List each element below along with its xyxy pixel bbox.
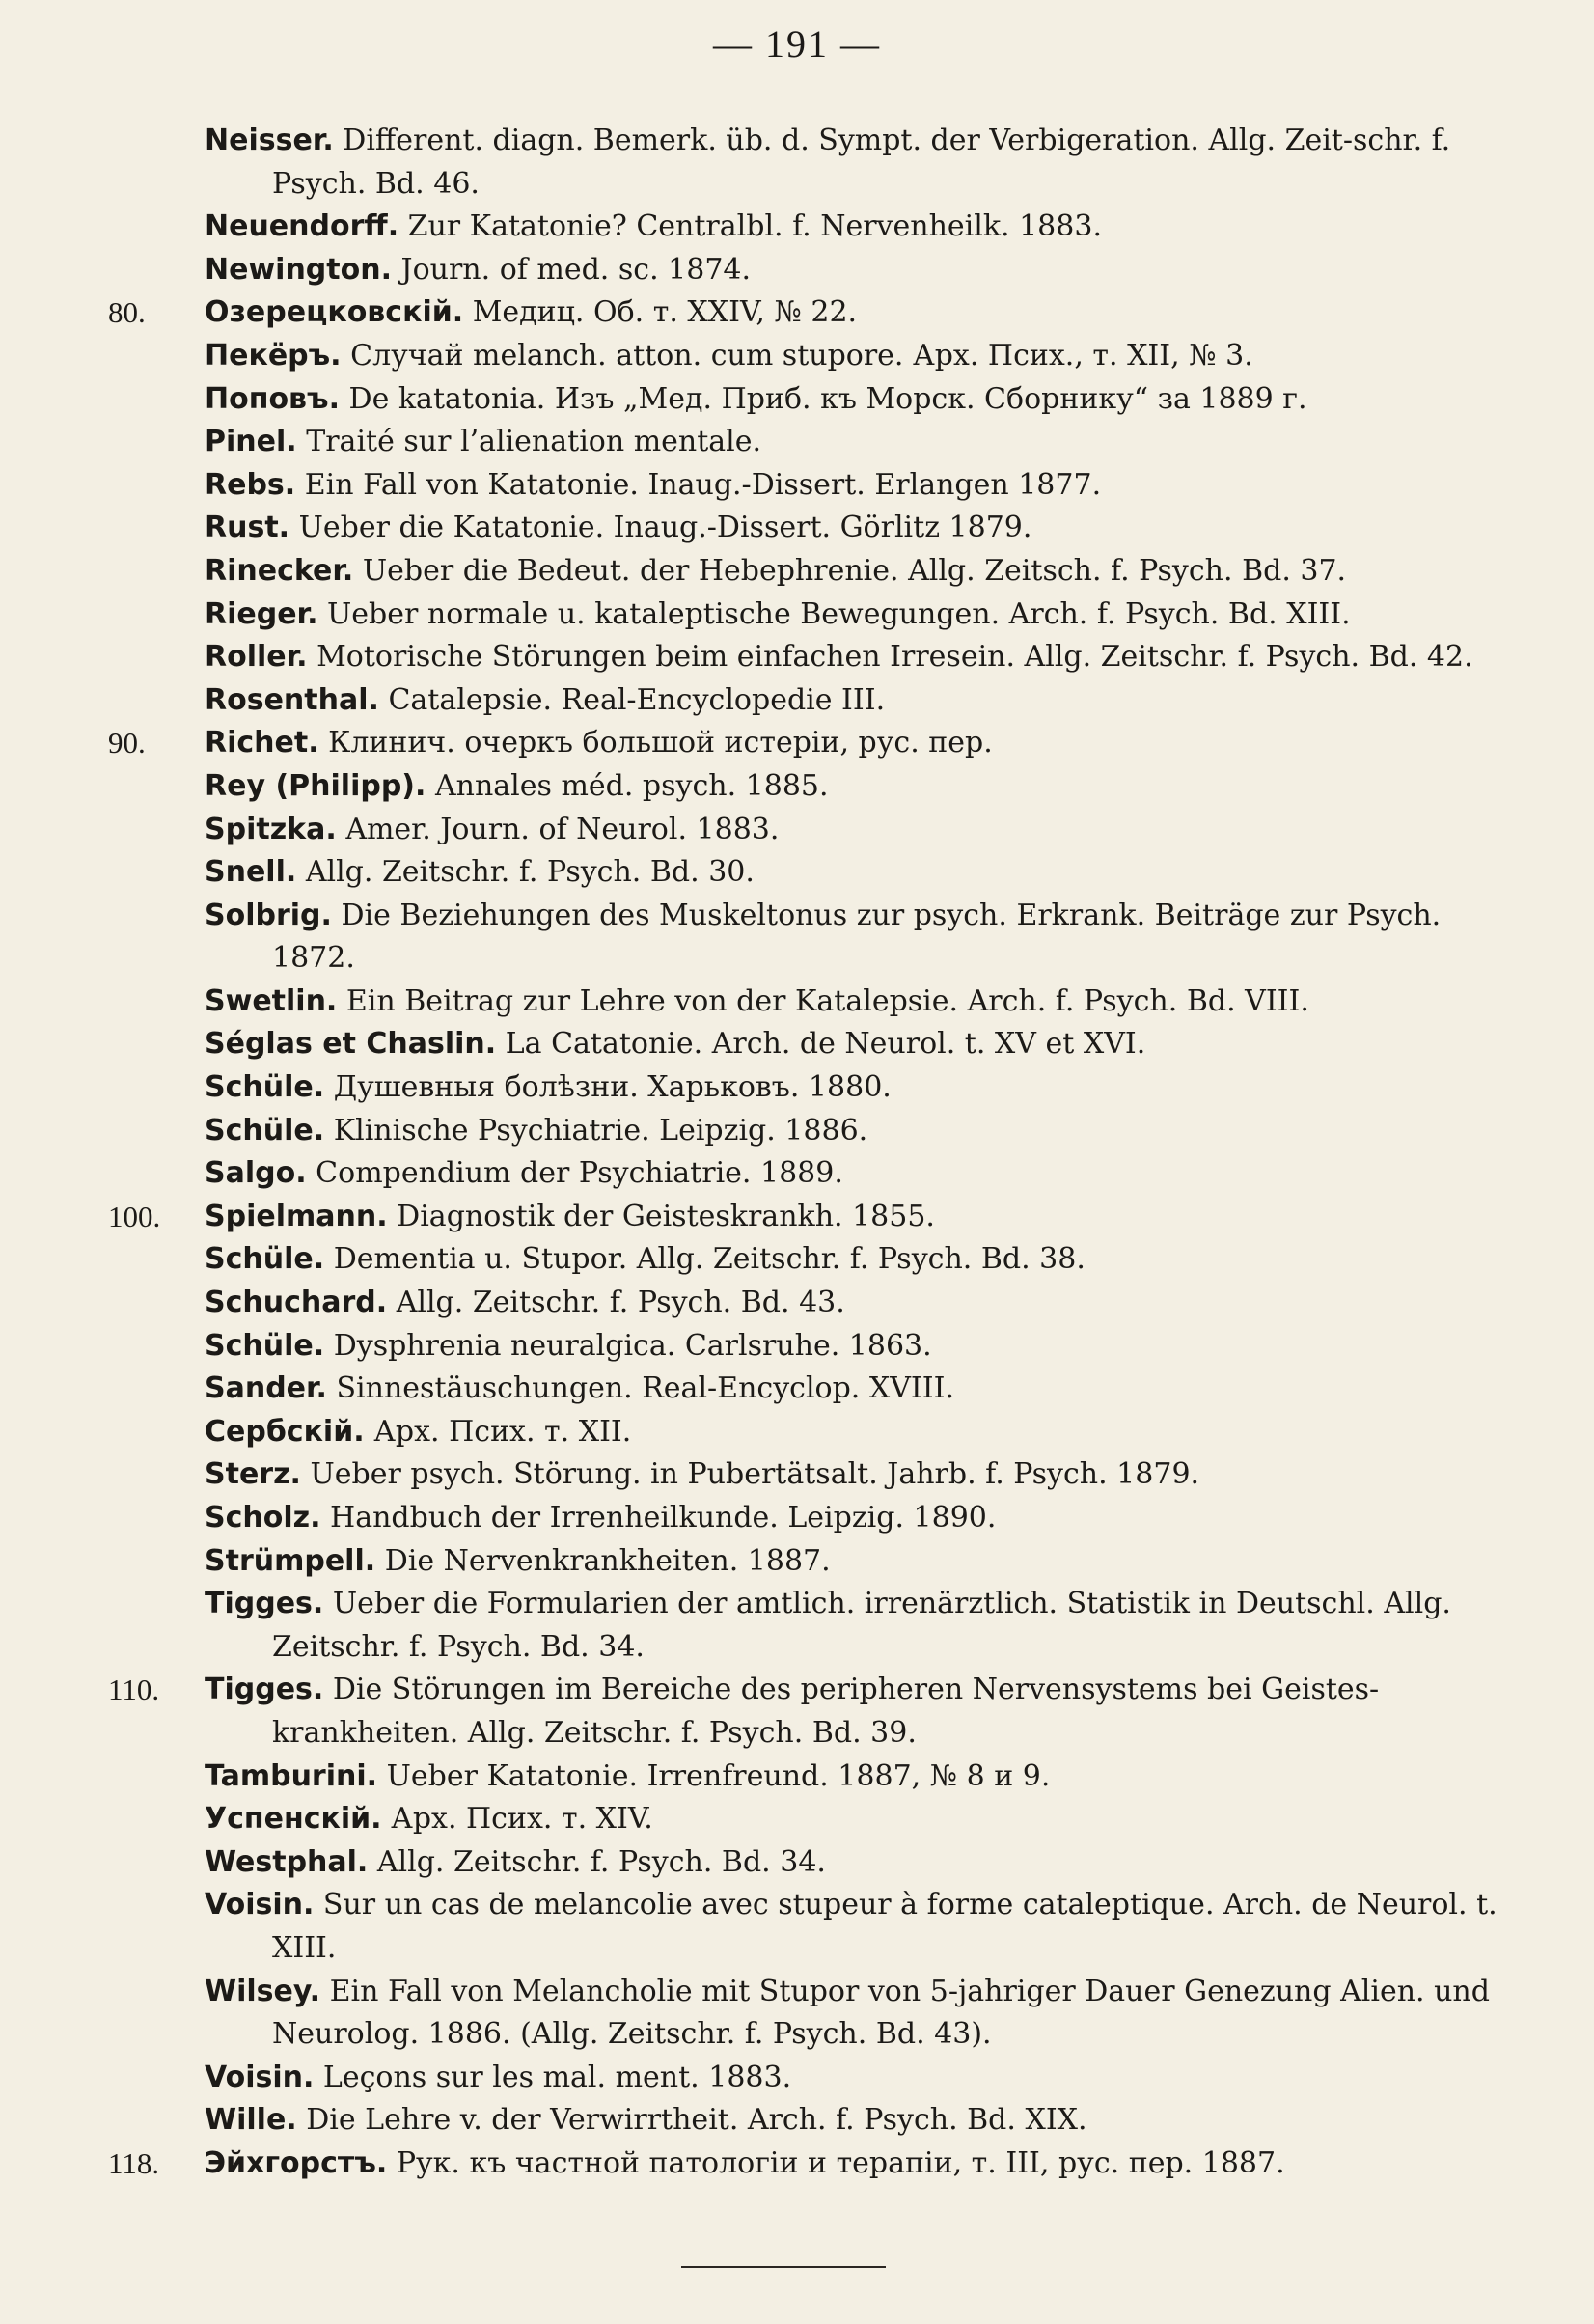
bibliography-entry <box>0 1497 1525 1540</box>
bibliography-entry <box>0 1756 1525 1799</box>
bibliography-entry <box>0 1152 1525 1196</box>
entry-author: Strümpell. <box>205 1543 376 1578</box>
bibliography-entry <box>0 765 1525 809</box>
entry-reference: Die Nervenkrankheiten. 1887. <box>384 1543 831 1578</box>
entry-reference: Allg. Zeitschr. f. Psych. Bd. 30. <box>305 855 755 890</box>
bibliography-entry <box>0 1196 1525 1239</box>
entry-reference: Journ. of med. sc. 1874. <box>400 252 752 287</box>
bibliography-entry <box>0 291 1525 335</box>
entry-reference: Арх. Псих. т. XIV. <box>391 1802 653 1837</box>
bibliography-entry <box>0 2099 1525 2143</box>
entry-reference: Catalepsie. Real-Encyclopedie III. <box>388 682 886 717</box>
bibliography-entry <box>0 1798 1525 1841</box>
bibliography-entry <box>0 1023 1525 1066</box>
entry-author: Newington. <box>205 252 392 287</box>
entry-reference: Motorische Störungen beim einfachen Irresein. Allg. Zeitschr. f. Psych. Bd. 42. <box>316 640 1473 675</box>
entry-reference: Amer. Journ. of Neurol. 1883. <box>345 812 780 846</box>
entry-reference: Allg. Zeitschr. f. Psych. Bd. 34. <box>376 1844 826 1879</box>
bibliography-entry <box>0 981 1525 1024</box>
entry-reference: Allg. Zeitschr. f. Psych. Bd. 43. <box>396 1286 845 1320</box>
entry-author: Spielmann. <box>205 1199 388 1233</box>
entry-author: Spitzka. <box>205 812 337 846</box>
entry-reference: Klinische Psychiatrie. Leipzig. 1886. <box>333 1113 868 1148</box>
bibliography-entry <box>0 2057 1525 2100</box>
bibliography-entry <box>0 335 1525 378</box>
entry-reference: Sinnestäuschungen. Real-Encyclop. XVIII. <box>336 1371 954 1406</box>
entry-reference: Арх. Псих. т. XII. <box>373 1414 632 1449</box>
bibliography-entry <box>0 1669 1525 1755</box>
entry-reference: Compendium der Psychiatrie. 1889. <box>316 1156 843 1191</box>
bibliography-entry <box>0 679 1525 723</box>
entry-reference: Ueber die Formularien der amtlich. irrenärztlich. Statistik in Deutschl. Allg. Zeitschr. f. Psych. Bd. 34. <box>272 1587 1451 1664</box>
entry-author: Schüle. <box>205 1113 325 1148</box>
entry-reference: Die Störungen im Bereiche des peripheren Nervensystems bei Geistes-krankheiten. Allg. Zeitschr. f. Psych. Bd. 39. <box>272 1673 1380 1750</box>
entry-reference: Sur un cas de melancolie avec stupeur à forme cataleptique. Arch. de Neurol. t. XIII. <box>272 1888 1498 1965</box>
entry-reference: Annales méd. psych. 1885. <box>434 768 829 803</box>
entry-author: Séglas et Chaslin. <box>205 1027 497 1062</box>
entry-number: 90. <box>108 726 146 761</box>
entry-author: Salgo. <box>205 1156 307 1191</box>
bibliography-entry <box>0 120 1525 206</box>
entry-number: 118. <box>108 2145 160 2180</box>
entry-number: 80. <box>108 295 146 330</box>
entry-author: Rebs. <box>205 467 296 502</box>
entry-author: Westphal. <box>205 1844 369 1879</box>
entry-reference: Случай melanch. atton. cum stupore. Арх. Псих., т. XII, № 3. <box>350 338 1253 373</box>
entry-author: Sander. <box>205 1371 327 1406</box>
entry-reference: Die Beziehungen des Muskeltonus zur psych. Erkrank. Beiträge zur Psych. 1872. <box>272 898 1442 976</box>
bibliography-entry <box>0 636 1525 679</box>
bibliography-entry <box>0 249 1525 292</box>
entry-author: Rosenthal. <box>205 682 379 717</box>
entry-author: Поповъ. <box>205 381 340 416</box>
entry-reference: Diagnostik der Geisteskrankh. 1855. <box>397 1199 935 1233</box>
entry-author: Schüle. <box>205 1242 325 1277</box>
entry-reference: Ein Fall von Melancholie mit Stupor von 5-jahriger Dauer Genezung Alien. und Neurolog. 1886. (Allg. Zeitschr. f. Psych. Bd. 43). <box>272 1974 1490 2052</box>
bibliography-entry <box>0 1110 1525 1153</box>
entry-reference: Рук. къ частной патологіи и терапіи, т. III, рус. пер. 1887. <box>396 2145 1285 2180</box>
bibliography-entry <box>0 1453 1525 1497</box>
entry-author: Neuendorff. <box>205 209 399 244</box>
entry-reference: Dysphrenia neuralgica. Carlsruhe. 1863. <box>333 1328 932 1363</box>
bibliography-entry <box>0 895 1525 981</box>
page-number: — 191 — <box>713 22 881 66</box>
bibliography-entry <box>0 2143 1525 2186</box>
bibliography-entry <box>0 206 1525 249</box>
bibliography-entry <box>0 550 1525 594</box>
entry-reference: De katatonia. Изъ „Мед. Приб. къ Морск. Сборнику“ за 1889 г. <box>348 381 1307 416</box>
entry-reference: Ein Fall von Katatonie. Inaug.-Dissert. Erlangen 1877. <box>304 467 1102 502</box>
entry-author: Сербскій. <box>205 1414 365 1449</box>
entry-author: Snell. <box>205 855 297 890</box>
entry-reference: Handbuch der Irrenheilkunde. Leipzig. 1890. <box>330 1501 997 1535</box>
bibliography-entry <box>0 378 1525 422</box>
entry-author: Roller. <box>205 640 308 675</box>
entry-author: Schuchard. <box>205 1286 388 1320</box>
entry-reference: Ueber Katatonie. Irrenfreund. 1887, № 8 и 9. <box>386 1758 1051 1793</box>
entry-reference: Ueber die Bedeut. der Hebephrenie. Allg. Zeitsch. f. Psych. Bd. 37. <box>362 553 1347 588</box>
bibliography-entry <box>0 1238 1525 1282</box>
entry-number: 100. <box>108 1199 161 1233</box>
entry-reference: Клинич. очеркъ большой истеріи, рус. пер. <box>328 726 993 761</box>
entry-reference: Ein Beitrag zur Lehre von der Katalepsie. Arch. f. Psych. Bd. VIII. <box>345 983 1309 1018</box>
entry-author: Пекёръ. <box>205 338 342 373</box>
bibliography-entry <box>0 1971 1525 2057</box>
entry-author: Wilsey. <box>205 1974 321 2008</box>
entry-author: Pinel. <box>205 425 297 459</box>
bibliography-entry <box>0 1325 1525 1369</box>
entry-author: Voisin. <box>205 1888 315 1923</box>
entry-reference: Zur Katatonie? Centralbl. f. Nervenheilk. 1883. <box>407 209 1102 244</box>
closing-rule <box>681 2266 886 2268</box>
entry-author: Wille. <box>205 2103 297 2138</box>
entry-author: Озерецковскій. <box>205 295 464 330</box>
entry-author: Sterz. <box>205 1457 301 1492</box>
entry-author: Tamburini. <box>205 1758 378 1793</box>
bibliography-entry <box>0 1540 1525 1584</box>
entry-reference: Traité sur l’alienation mentale. <box>306 425 762 459</box>
entry-number: 110. <box>108 1673 160 1707</box>
bibliography-entry <box>0 1411 1525 1454</box>
entry-reference: Dementia u. Stupor. Allg. Zeitschr. f. Psych. Bd. 38. <box>333 1242 1086 1277</box>
entry-reference: Ueber normale u. kataleptische Bewegungen. Arch. f. Psych. Bd. XIII. <box>327 596 1351 631</box>
bibliography-entry <box>0 421 1525 464</box>
entry-reference: Ueber psych. Störung. in Pubertätsalt. Jahrb. f. Psych. 1879. <box>310 1457 1200 1492</box>
entry-author: Tigges. <box>205 1673 324 1707</box>
entry-author: Rieger. <box>205 596 318 631</box>
entry-reference: Leçons sur les mal. ment. 1883. <box>322 2060 792 2094</box>
entry-author: Solbrig. <box>205 898 332 932</box>
bibliography-entry <box>0 851 1525 895</box>
entry-author: Эйхгорстъ. <box>205 2145 388 2180</box>
entry-author: Scholz. <box>205 1501 321 1535</box>
entry-author: Richet. <box>205 726 319 761</box>
entry-reference: Different. diagn. Bemerk. üb. d. Sympt. der Verbigeration. Allg. Zeit-schr. f. Psych. Bd. 46. <box>272 124 1451 201</box>
bibliography-entry <box>0 1884 1525 1970</box>
entry-author: Успенскій. <box>205 1802 382 1837</box>
entry-author: Rust. <box>205 511 290 545</box>
entry-reference: Душевныя болѣзни. Харьковъ. 1880. <box>333 1070 892 1105</box>
bibliography-entry <box>0 594 1525 637</box>
entry-author: Schüle. <box>205 1328 325 1363</box>
bibliography-entry <box>0 464 1525 508</box>
entry-author: Swetlin. <box>205 983 338 1018</box>
bibliography-entry <box>0 1583 1525 1669</box>
entry-reference: Медиц. Об. т. XXIV, № 22. <box>472 295 858 330</box>
bibliography-entry <box>0 722 1525 765</box>
entry-author: Tigges. <box>205 1587 324 1621</box>
bibliography-entry <box>0 1368 1525 1411</box>
entry-reference: Ueber die Katatonie. Inaug.-Dissert. Görlitz 1879. <box>298 511 1032 545</box>
entry-author: Rinecker. <box>205 553 354 588</box>
bibliography-entry <box>0 809 1525 852</box>
entry-author: Schüle. <box>205 1070 325 1105</box>
entry-reference: Die Lehre v. der Verwirrtheit. Arch. f. Psych. Bd. XIX. <box>306 2103 1087 2138</box>
bibliography-list <box>0 120 1594 2186</box>
bibliography-entry <box>0 1282 1525 1325</box>
bibliography-entry <box>0 507 1525 550</box>
entry-author: Rey (Philipp). <box>205 768 426 803</box>
entry-author: Voisin. <box>205 2060 315 2094</box>
bibliography-entry <box>0 1066 1525 1110</box>
entry-author: Neisser. <box>205 124 334 157</box>
entry-reference: La Catatonie. Arch. de Neurol. t. XV et XVI. <box>505 1027 1146 1062</box>
bibliography-entry <box>0 1841 1525 1885</box>
